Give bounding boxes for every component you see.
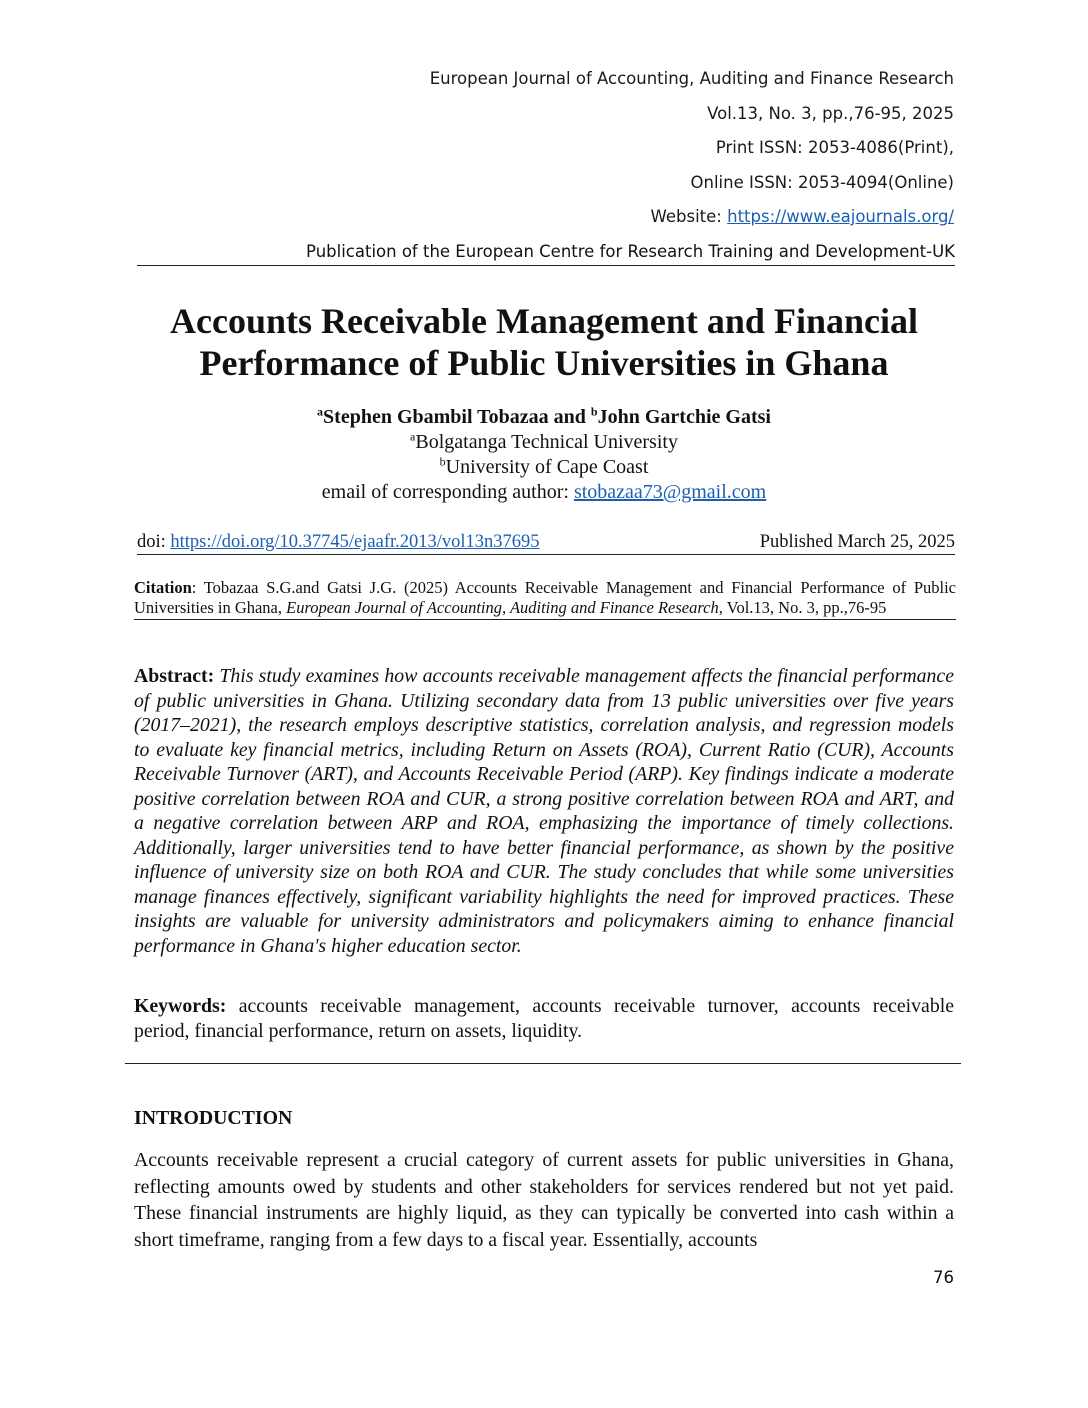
title-line-1: Accounts Receivable Management and Financial — [170, 301, 918, 341]
page-number: 76 — [933, 1268, 954, 1287]
email-label: email of corresponding author: — [321, 481, 574, 503]
print-issn: Print ISSN: 2053-4086(Print), — [715, 138, 954, 157]
author-1: Stephen Gbambil Tobazaa and — [323, 406, 591, 428]
website-line — [430, 200, 954, 235]
affiliation-b — [134, 455, 954, 480]
introduction-text: Accounts receivable represent a crucial category of current assets for public universities in Ghana, reflecting amounts owed by students and other stakeholders for services rendered but not yet paid. These financial instruments are highly liquid, as they can typically be converted into cash within a short timeframe, ranging from a few days to a fiscal year. Essentially, accounts — [134, 1149, 954, 1251]
affiliation-mark-a: a — [317, 404, 324, 419]
journal-header — [430, 62, 954, 235]
doi — [137, 530, 540, 554]
volume-info: Vol.13, No. 3, pp.,76-95, 2025 — [707, 103, 954, 123]
title-line-2: Performance of Public Universities in Ghana — [199, 343, 889, 383]
published-date: Published March 25, 2025 — [759, 532, 955, 552]
citation-text: : Tobazaa S.G.and Gatsi J.G. (2025) Accounts Receivable Management and Financial Performance of Public Universities in Ghana, — [134, 578, 956, 617]
affiliation-b-name: University of Cape Coast — [445, 456, 649, 478]
author-2: John Gartchie Gatsi — [597, 406, 771, 428]
email-link[interactable]: stobazaa73@gmail.com — [573, 481, 767, 503]
keywords — [134, 994, 954, 1044]
affiliation-mark-b: b — [590, 404, 598, 419]
doi-row — [137, 530, 955, 555]
affiliation-b-mark: b — [439, 454, 446, 469]
doi-link[interactable]: https://doi.org/10.37745/ejaafr.2013/vol13n37695 — [170, 532, 540, 552]
citation-label: Citation — [134, 578, 192, 597]
affiliation-a — [134, 430, 954, 455]
section-divider — [125, 1063, 961, 1064]
citation-journal: European Journal of Accounting, Auditing and Finance Research — [286, 597, 719, 617]
keywords-text: accounts receivable management, accounts receivable turnover, accounts receivable period, financial performance, return on assets, liquidity. — [134, 995, 954, 1042]
abstract — [134, 664, 954, 958]
citation — [134, 578, 956, 620]
authors-block — [134, 405, 954, 505]
introduction-heading: INTRODUCTION — [134, 1107, 293, 1129]
doi-label: doi: — [137, 532, 171, 552]
publisher-line: Publication of the European Centre for Research Training and Development-UK — [137, 240, 955, 266]
abstract-label: Abstract: — [134, 665, 215, 687]
affiliation-a-name: Bolgatanga Technical University — [415, 431, 678, 453]
citation-volume: , Vol.13, No. 3, pp.,76-95 — [718, 597, 887, 617]
author-names — [134, 405, 954, 430]
corresponding-email — [134, 480, 954, 505]
journal-name: European Journal of Accounting, Auditing and Finance Research — [429, 69, 954, 88]
paper-title — [134, 300, 954, 384]
keywords-label: Keywords: — [134, 995, 227, 1017]
online-issn: Online ISSN: 2053-4094(Online) — [690, 172, 954, 192]
abstract-text: This study examines how accounts receivable management affects the financial performance of public universities in Ghana. Utilizing secondary data from 13 public universities over five years (2017–2021), the research employs descriptive statistics, correlation analysis, and regression models to evaluate key financial metrics, including Return on Assets (ROA), Current Ratio (CUR), Accounts Receivable Turnover (ART), and Accounts Receivable Period (ARP). Key findings indicate a moderate positive correlation between ROA and CUR, a strong positive correlation between ROA and ART, and a negative correlation between ARP and ROA, emphasizing the importance of timely collections. Additionally, larger universities tend to have better financial performance, as shown by the positive influence of university size on both ROA and CUR. The study concludes that while some universities manage finances effectively, significant variability highlights the need for improved practices. These insights are valuable for university administrators and policymakers aiming to enhance financial performance in Ghana's higher education sector. — [134, 665, 954, 957]
affiliation-a-mark: a — [410, 429, 416, 444]
website-label: Website: — [650, 207, 728, 226]
website-link[interactable]: https://www.eajournals.org/ — [727, 207, 954, 226]
